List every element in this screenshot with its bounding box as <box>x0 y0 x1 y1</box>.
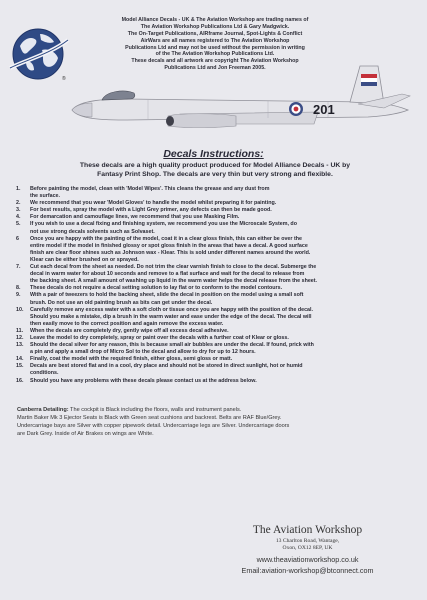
step-line: If you wish to use a decal fixing and finishing system, we recommend you use the Microscale System, do <box>30 221 297 228</box>
step-number: 3. <box>16 207 21 214</box>
copyright-line: of the The Aviation Workshop Publications Ltd. <box>155 51 275 58</box>
company-contact-block <box>215 524 400 575</box>
step-line: a pin and apply a small drop of Micro Sol to the decal and allow to dry for up to 12 hours. <box>30 349 256 356</box>
step-number: 14. <box>16 356 24 363</box>
step-line: Cut each decal from the sheet as needed. Do not trim the clear varnish finish to close to the decal. Submerge the <box>30 264 317 271</box>
registered-trademark: ® <box>62 76 66 82</box>
instruction-step <box>16 285 418 292</box>
copyright-line: The Aviation Workshop Publications Ltd & Gary Madgwick. <box>140 23 290 30</box>
instruction-step <box>16 236 418 264</box>
globe-logo-icon <box>8 24 70 86</box>
step-line: For best results, spray the model with a Light Grey primer, any defects can then be made good. <box>30 207 272 214</box>
step-text <box>30 335 418 342</box>
step-text <box>30 307 418 328</box>
instruction-steps-list <box>16 186 418 385</box>
step-text <box>30 236 418 264</box>
website-link[interactable]: www.theaviationworkshop.co.uk <box>256 554 359 564</box>
step-line: With a pair of tweezers to hold the backing sheet, slide the decal in position on the model using a small soft <box>30 292 304 299</box>
step-number: 2. <box>16 200 21 207</box>
step-line: Finally, coat the model with the required finish, either gloss, semi gloss or matt. <box>30 356 233 363</box>
step-text <box>30 285 418 292</box>
step-line: Klear can be either brushed on or sprayed. <box>30 256 139 263</box>
address-line: 13 Charlton Road, Wantage, <box>275 538 340 544</box>
step-line: not use strong decals solvents such as Solvaset. <box>30 228 155 235</box>
instruction-step <box>16 378 418 385</box>
step-line: finish are clear floor shines such as Johnson wax - Klear. This is sold under different names around the world. <box>30 249 311 256</box>
step-text <box>30 292 418 306</box>
detailing-line: Undercarriage bays are Silver with copper pipework detail. Undercarriage legs are Silver. Undercarriage doors <box>17 423 290 430</box>
step-text <box>30 200 418 207</box>
aircraft-serial: 201 <box>313 102 335 117</box>
step-text <box>30 363 418 377</box>
instruction-step <box>16 342 418 356</box>
intro-line: These decals are a high quality product produced for Model Alliance Decals - UK by <box>79 162 351 169</box>
step-number: 8. <box>16 285 21 292</box>
step-number: 15. <box>16 363 24 370</box>
instructions-intro <box>30 162 400 179</box>
step-text <box>30 214 418 221</box>
step-line: Should you make a mistake, dip a brush in the warm water and ease under the edge of the decal. The decal will <box>30 313 312 320</box>
step-text <box>30 264 418 285</box>
step-number: 16. <box>16 377 24 384</box>
instruction-step <box>16 363 418 377</box>
step-line: brush. Do not use an old painting brush as bits can get under the decal. <box>30 299 213 306</box>
step-line: Before painting the model, clean with 'Model Wipes'. This cleans the grease and any dust from <box>30 186 270 192</box>
step-line: When the decals are completely dry, gently wipe off all excess decal adhesive. <box>30 327 229 334</box>
step-text <box>30 186 418 200</box>
step-line: Once you are happy with the painting of the model, coat it in a clear gloss finish, this can either be over the <box>30 235 302 242</box>
detailing-text: The cockpit is Black including the floors, walls and instrument panels. <box>68 407 242 413</box>
email-link[interactable]: Email:aviation-workshop@btconnect.com <box>241 565 374 575</box>
step-line: Carefully remove any excess water with a soft cloth or tissue once you are happy with the position of the decal. <box>30 306 313 313</box>
step-text <box>30 342 418 356</box>
copyright-line: Publications Ltd and Jon Freeman 2005. <box>164 65 266 72</box>
step-number: 6 <box>16 235 19 242</box>
step-line: conditions. <box>30 370 59 377</box>
step-line: For demarcation and camouflage lines, we recommend that you use Masking Film. <box>30 214 240 221</box>
step-line: entire model if the model in finished glossy or spot gloss finish in the areas that have a decal. A good surface <box>30 242 308 249</box>
step-number: 11. <box>16 327 24 334</box>
step-number: 10. <box>16 306 24 313</box>
instruction-step <box>16 207 418 214</box>
step-number: 1. <box>16 186 21 192</box>
step-line: Decals are best stored flat and in a cool, dry place and should not be stored in direct sunlight, hot or humid <box>30 363 303 370</box>
step-text <box>30 356 418 363</box>
detailing-heading: Canberra Detailing: <box>17 407 69 413</box>
detailing-line: are Dark Grey. Inside of Air Brakes on wings are White. <box>17 431 154 438</box>
step-number: 5. <box>16 221 21 228</box>
instruction-step <box>16 292 418 306</box>
step-number: 7. <box>16 264 21 271</box>
step-line: then easily move to the correct position and again remove the excess water. <box>30 320 224 327</box>
step-number: 12. <box>16 334 24 341</box>
instruction-step <box>16 356 418 363</box>
step-line: Should you have any problems with these decals please contact us at the address below. <box>30 377 257 384</box>
step-line: the surface. <box>30 193 60 200</box>
detailing-line <box>17 406 407 414</box>
copyright-line: These decals and all artwork are copyright The Aviation Workshop <box>131 58 299 65</box>
instruction-step <box>16 186 418 200</box>
detailing-line: Martin Baker Mk 3 Ejector Seats is Black with Green seat cushions and backrest. Belts are RAF Blue/Grey. <box>17 415 282 422</box>
step-text <box>30 328 418 335</box>
step-line: the backing sheet. A small amount of washing up liquid in the warm water helps the decal release from the sheet. <box>30 278 318 285</box>
copyright-line: AirWars are all names registered to The Aviation Workshop <box>140 37 290 44</box>
copyright-line: Publications Ltd and may not be used without the permission in writing <box>125 44 305 51</box>
step-line: Leave the model to dry completely, spray or paint over the decals with a further coat of Klear or gloss. <box>30 334 289 341</box>
instruction-step <box>16 221 418 235</box>
instruction-step <box>16 328 418 335</box>
copyright-line: The On-Target Publications, AIRframe Journal, Spot-Lights & Conflict <box>127 30 303 37</box>
copyright-line: Model Alliance Decals - UK & The Aviation Workshop are trading names of <box>121 17 309 23</box>
intro-line: Fantasy Print Shop. The decals are very thin but very strong and flexible. <box>97 170 333 178</box>
step-text <box>30 207 418 214</box>
instructions-title: Decals Instructions: <box>163 148 264 160</box>
canberra-aircraft-illustration <box>68 58 420 148</box>
step-line: These decals do not require a decal setting solution to lay flat or to conform to the model contours. <box>30 285 283 292</box>
instruction-step <box>16 200 418 207</box>
step-line: Should the decal silver for any reason, this is because small air bubbles are under the decal. If found, prick with <box>30 342 314 349</box>
step-number: 13. <box>16 342 24 349</box>
step-line: We recommend that you wear 'Model Gloves' to handle the model whilst preparing it for painting. <box>30 200 277 207</box>
instruction-step <box>16 214 418 221</box>
instruction-step <box>16 307 418 328</box>
step-number: 4. <box>16 214 21 221</box>
company-name: The Aviation Workshop <box>252 524 363 536</box>
step-text <box>30 221 418 235</box>
instruction-step <box>16 264 418 285</box>
address-line: Oxon, OX12 8EP, UK <box>282 544 333 551</box>
canberra-detailing-notes <box>17 406 407 438</box>
step-number: 9. <box>16 292 21 299</box>
step-text <box>30 378 418 385</box>
step-line: decal in warm water for about 10 seconds and remove to a flat surface and wait for the decal to release from <box>30 271 305 278</box>
instruction-step <box>16 335 418 342</box>
